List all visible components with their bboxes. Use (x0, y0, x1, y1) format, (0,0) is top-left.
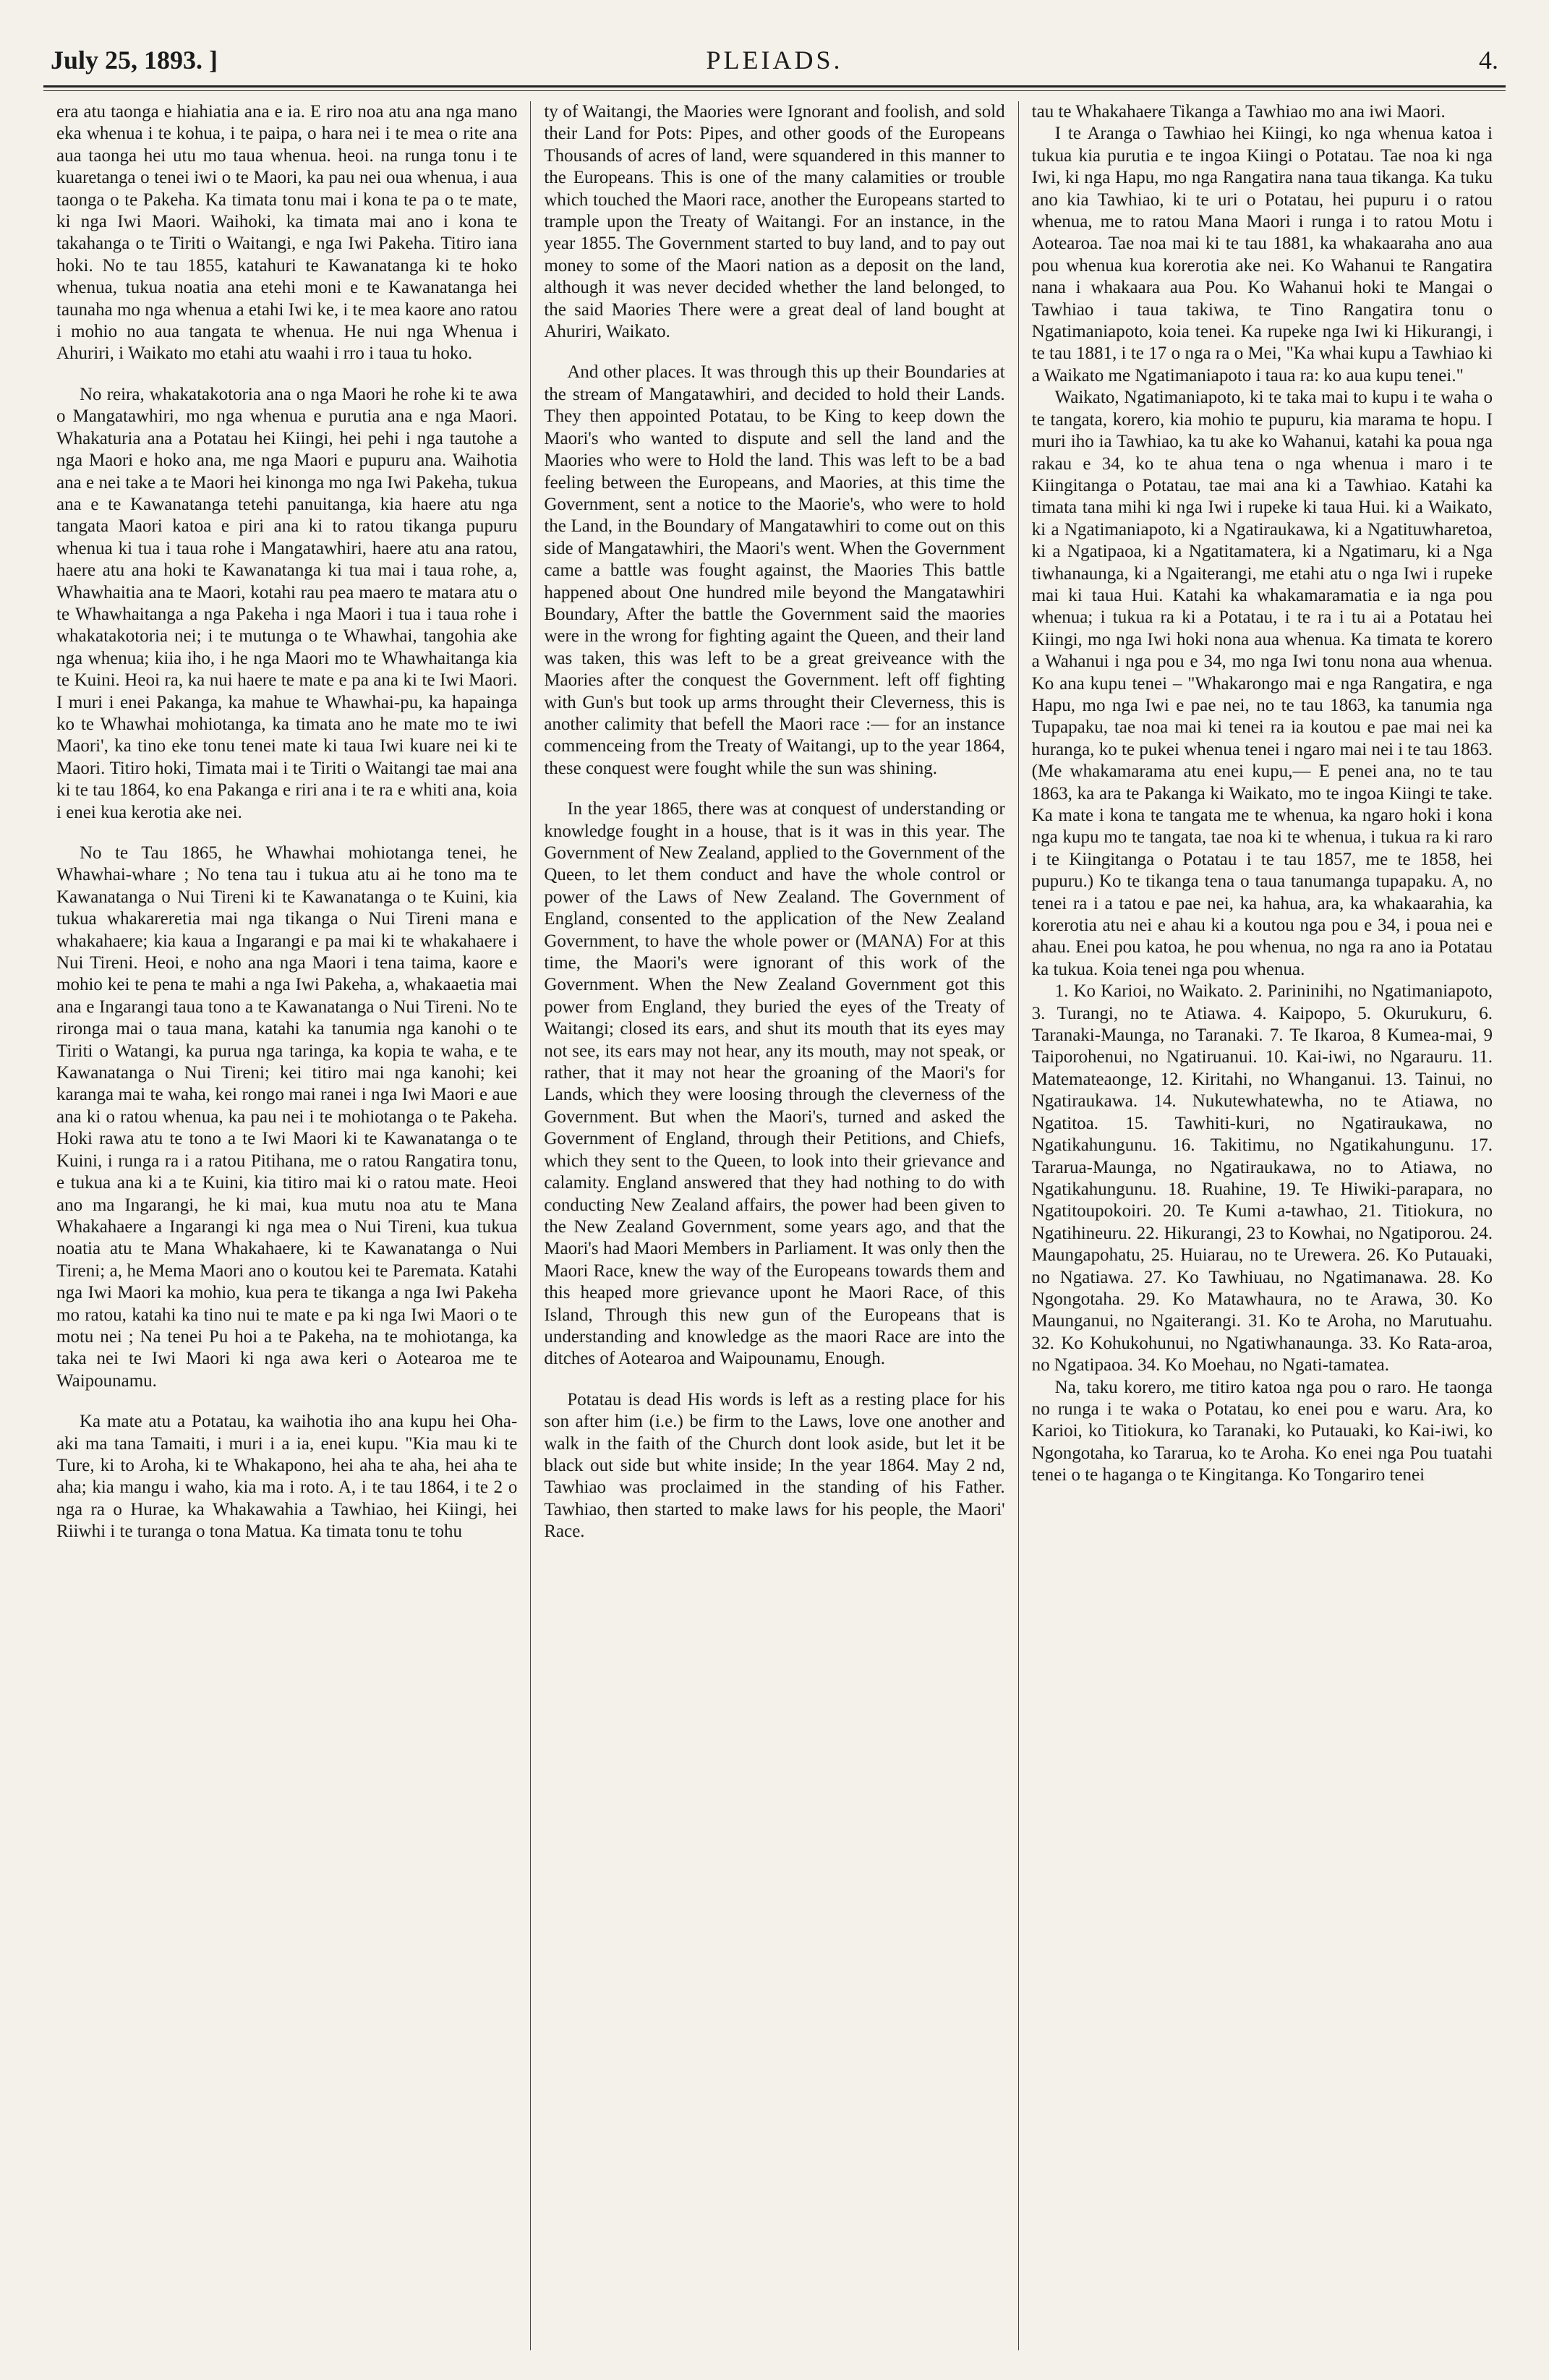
paragraph: Ka mate atu a Potatau, ka waihotia iho ana kupu hei Oha-aki ma tana Tamaiti, i muri i a ia, enei kupu. "Kia mau ki te Ture, ki to Aroha, ki te Whakapono, hei aha te aha, hei aha te aha; kia mangu i waho, kia ma i roto. A, i te tau 1864, i te 2 o nga ra o Hurae, ka Whakawahia a Tawhiao, hei Kiingi, hei Riiwhi i te turanga o tona Matua. Ka timata tonu te tohu (56, 1412, 518, 1542)
paragraph: Waikato, Ngatimaniapoto, ki te taka mai to kupu i te waha o te tangata, korero, kia mohio te pupuru, kia marama te hopu. I muri iho ia Tawhiao, ka tu ake ko Wahanui, katahi ka poua nga rakau e 34, ko te ahua tena o nga whenua i maro i te Kiingitanga o Potatau, tae mai ana ki a Tawhiao. Katahi ka timata tana mihi ki nga Iwi i rupeke ki taua Hui. ki a Waikato, ki a Ngatimaniapoto, ki a Ngatiraukawa, ki a Ngatituwharetoa, ki a Ngatipaoa, ki a Ngatitamatera, ki a Ngatimaru, ki a Nga tiwhanaunga, ki a Ngaiterangi, me etahi atu o nga Iwi i rupeke mai ki taua Hui. Katahi ka whakamaramatia e ia nga pou whenua; i tukua ra ki a Potatau, i te ra i tu ai a Potatau hei Kiingi, mo nga Iwi hoki nona aua whenua. Ka timata te korero a Wahanui i nga pou e 34, mo nga Iwi tonu nona aua whenua. Ko ana kupu tenei – "Whakarongo mai e nga Rangatira, e nga Hapu, mo nga Iwi e pae nei, no te tau 1863, ka tanumia nga Tupapaku, tae noa mai ki tenei ra ia koutou e pae mai nei ka huranga, ko te pukei whenua tenei i ngaro mai nei i te tau 1863. (Me whakamarama atu enei kupu,— E penei ana, no te tau 1863, ka ara te Pakanga ki Waikato, mo te ingoa Kiingi te take. Ka mate i kona te tangata me te whenua, ka ngaro hoki i kona nga kupu mo te tangata, tae noa ki te whenua, i tukua ra ki raro i te Kiingitanga o Potatau i te tau 1857, me te 1858, hei pupuru.) Ko te tikanga tena o taua tanumanga tupapaku. A, no tenei ra i a tatou e pae nei, ka hahua, ara, ka whakaarahia, ka korerotia atu nei e ahau ki a koutou nga pou e 34, i poua nei e ahau. Enei pou katoa, he pou whenua, no nga ra ano ia Potatau ka tukua. Koia tenei nga pou whenua. (1031, 388, 1493, 979)
column-maori-right (1018, 101, 1506, 2350)
paragraph: I te Aranga o Tawhiao hei Kiingi, ko nga whenua katoa i tukua kia purutia e te ingoa Kiingi o Potatau. Tae noa ki nga Iwi, ki nga Hapu, mo nga Rangatira nana taua tikanga. Ka tuku ano kia Tawhiao, ki te uri o Potatau, hei pupuru i o ratou whenua, me to ratou Mana Maori i runga i to ratou Motu i Aotearoa. Tae noa mai ki te tau 1881, ka whakaaraha ano aua pou whenua kua korerotia ake nei. Ko Wahanui te Rangatira nana i whakaara aua Pou. Ko Wahanui hoki te Mangai o Tawhiao i taua takiwa, te Tino Rangatira tonu o Ngatimaniapoto, koia tenei. Ka rupeke nga Iwi ki Hikurangi, i te tau 1881, i te 17 o nga ra o Mei, "Ka whai kupu a Tawhiao ki a Waikato me Ngatimaniapoto i taua ra: ko aua kupu tenei." (1031, 124, 1493, 385)
column-english (530, 101, 1017, 2350)
paragraph: In the year 1865, there was at conquest of understanding or knowledge fought in a house, that is it was in this year. The Government of New Zealand, applied to the Government of the Queen, to let them conduct and have the whole control or power of the Laws of New Zealand. The Government of England, consented to the application of the New Zealand Government, to have the whole power or (MANA) For at this time, the Maori's were ignorant of this work of the Government. When the New Zealand Government got this power from England, they buried the eyes of the Treaty of Waitangi; closed its ears, and shut its mouth that its eyes may not see, its ears may not hear, any its mouth, may not speak, or rather, that it may not hear the groaning of the Maori's for Lands, which they were loosing through the cleverness of the Government. But when the Maori's, turned and asked the Government of England, through their Petitions, and Chiefs, which they sent to the Queen, to look into their grievance and calamity. England answered that they had nothing to do with conducting New Zealand affairs, the power had been given to the New Zealand Government, some years ago, and that the Maori's had Maori Members in Parliament. It was only then the Maori Race, knew the way of the Europeans towards them and this heaped more grievance upont he Maori Race, of this Island, Through this new gun of the Europeans that is understanding and knowledge as the maori Race are into the ditches of Aotearoa and Waipounamu, Enough. (544, 799, 1005, 1369)
paragraph: And other places. It was through this up their Boundaries at the stream of Mangatawhiri, and decided to hold their Lands. They then appointed Potatau, to be King to keep down the Maori's who wanted to dispute and sell the land and the Maories who were to Hold the land. This was left to be a bad feeling between the Europeans, and Maories, at this time the Government, sent a notice to the Maorie's, who were to hold the Land, in the Boundary of Mangatawhiri to come out on this side of Mangatawhiri, the Maori's went. When the Government came a battle was fought against, the Maories This battle happened about One hundred mile beyond the Mangatawhiri Boundary, After the battle the Government said the maories were in the wrong for fighting againt the Queen, and their land was taken, this was left to be a great greiveance with the Maories after the conquest the Government. left off fighting with Gun's but took up arms throught their Cleverness, this is another calimity that befell the Maori race :— for an instance commenceing from the Treaty of Waitangi, up to the year 1864, these conquest were fought while the sun was shining. (544, 362, 1005, 778)
article-columns (43, 101, 1506, 2350)
issue-date: July 25, 1893. ] (51, 46, 218, 74)
paragraph: Potatau is dead His words is left as a resting place for his son after him (i.e.) be firm to the Laws, love one another and walk in the faith of the Church dont look aside, but let it be black out side but white inside; In the year 1864. May 2 nd, Tawhiao was proclaimed in the standing of his Father. Tawhiao, then started to make laws for his people, the Maori' Race. (544, 1389, 1005, 1542)
paragraph: No reira, whakatakotoria ana o nga Maori he rohe ki te awa o Mangatawhiri, mo nga whenua e purutia ana e nga Maori. Whakaturia ana a Potatau hei Kiingi, hei pehi i nga tautohe a nga Maori e hoko ana, me nga Maori e pupuru ana. Waihotia ana e nei take a te Maori hei kinonga mo nga Iwi Pakeha, tukua ana e te Kawanatanga tetehi panuitanga, kia haere atu nga tangata Maori katoa e piri ana ki to ratou tikanga pupuru whenua ki tua i taua rohe i Mangatawhiri, haere atu ana ratou, haere atu ana hoki te Kawanatanga ki tua mai i taua rohe, a, Whawhaitia ana te Maori, kotahi rau pea maero te matara atu o te Whawhaitanga a nga Pakeha i nga Maori i tua i taua rohe i whakatakotoria nei; i te mutunga o te Whawhai, tangohia ake nga whenua; kiia iho, i he nga Maori mo te Whawhaitanga kia te Kuini. Heoi ra, ka nui haere te mate e pa ana ki te Iwi Maori. I muri i enei Pakanga, ka mahue te Whawhai-pu, ka hapainga ko te Whawhai mohiotanga, ka timata ano he mate mo te iwi Maori', ka tino eke tonu tenei mate ki taua Iwi kuare nei ki te Maori. Titiro hoki, Timata mai i te Tiriti o Waitangi tae mai ana ki te tau 1864, ko ena Pakanga e riri ana i te ra e whiti ana, koia i enei kua kerotia ake nei. (56, 384, 518, 822)
newspaper-title: PLEIADS. (706, 46, 843, 74)
paragraph: No te Tau 1865, he Whawhai mohiotanga tenei, he Whawhai-whare ; No tena tau i tukua atu ai he tono ma te Kawanatanga o Nui Tireni ki te Kawanatanga o te Kuini, kia tukua whakareretia mai nga tikanga o Nui Tireni mana e whakahaere; kia kaua a Ingarangi e pa mai ki te whakahaere i Nui Tireni. Heoi, e noho ana nga Maori i tena taima, kaore e mohio kei te pena te mahi a nga Iwi Pakeha, a, whakaaetia mai ana e Ingarangi taua tono a te Kawanatanga o Nui Tireni. No te rironga mai o taua mana, katahi ka tanumia nga kanohi o te Tiriti o Watangi, ka purua nga taringa, ka kopia te waha, e te Kawanatanga o Nui Tireni; kei titiro mai nga kanohi; kei karanga mai te waha, kei rongo mai ranei i nga Iwi Maori e aue ana ki o ratou whenua, ka pau nei i te mohiotanga o te Pakeha. Hoki rawa atu te tono a te Iwi Maori ki te Kawanatanga o te Kuini, i runga ra i a ratou Pitihana, me o ratou Rangatira tonu, e tukua ana ki a te Kuini, kia titiro mai ki o ratou mate. Heoi ano ma Ingarangi, he ki mai, kua mutu noa atu te Mana Whakahaere a Ingarangi ki nga mea o Nui Tireni, kua tukua noatia atu te Mana Whakahaere, ki te Kawanatanga o Nui Tireni; a, he Mema Maori ano o koutou kei te Paremata. Katahi nga Iwi Maori ka mohio, kua pera te tikanga a nga Iwi Pakeha mo ratou, katahi ka tino nui te mate e pa ki nga Iwi Maori o te motu nei ; Na tenei Pu hoi a te Pakeha, na te mohiotanga, ka taka nei te Iwi Maori ki nga awa keri o Aotearoa me te Waipounamu. (56, 843, 518, 1391)
pou-list: 1. Ko Karioi, no Waikato. 2. Parininihi, no Ngatimaniapoto, 3. Turangi, no te Atiawa. 4. Kaipopo, 5. Okurukuru, 6. Taranaki-Maunga, no Taranaki. 7. Te Ikaroa, 8 Kumea-mai, 9 Taiporohenui, no Ngatiruanui. 10. Kai-iwi, no Ngarauru. 11. Matemateaonge, 12. Kiritahi, no Whanganui. 13. Tainui, no Ngatiraukawa. 14. Nukutewhatewha, no te Atiawa, no Ngatitoa. 15. Tawhiti-kuri, no Ngatiraukawa, no Ngatikahungunu. 16. Takitimu, no Ngatikahungunu. 17. Tararua-Maunga, no Ngatiraukawa, no to Atiawa, no Ngatikahungunu. 18. Ruahine, 19. Te Hiwiki-parapara, no Ngatitoupokoiri. 20. Te Kumi a-tawhao, 21. Titiokura, no Ngatihineuru. 22. Hikurangi, 23 to Kowhai, no Ngatiporou. 24. Maungapohatu, 25. Huiarau, no te Urewera. 26. Ko Putauaki, no Ngatiawa. 27. Ko Tawhiuau, no Ngatimanawa. 28. Ko Ngongotaha. 29. Ko Matawhaura, no te Arawa, 30. Ko Maunganui, no Ngaiterangi. 31. Ko te Aroha, no Marutuahu. 32. Ko Kohukohunui, no Ngatiwhanaunga. 33. Ko Rata-aroa, no Ngatipaoa. 34. Ko Moehau, no Ngati-tamatea. (1031, 981, 1493, 1375)
column-maori-left (43, 101, 530, 2350)
paragraph: tau te Whakahaere Tikanga a Tawhiao mo ana iwi Maori. (1031, 102, 1446, 121)
paragraph: Na, taku korero, me titiro katoa nga pou o raro. He taonga no runga i te waka o Potatau, ko enei pou e waru. Ara, ko Karioi, ko Titiokura, ko Taranaki, ko Putauaki, ko Kai-iwi, ko Ngongotaha, ko Tararua, ko te Aroha. Ko enei nga Pou tuatahi tenei o te haganga o te Kingitanga. Ko Tongariro tenei (1031, 1377, 1493, 1485)
masthead (43, 35, 1506, 78)
header-rule (43, 85, 1506, 91)
paragraph: ty of Waitangi, the Maories were Ignorant and foolish, and sold their Land for Pots: Pipes, and other goods of the Europeans Thousands of acres of land, were squandered in this manner to the Europeans. This is one of the many calamities or trouble which touched the Maori race, another the Europeans started to trample upon the Treaty of Waitangi. For an instance, in the year 1855. The Government started to buy land, and to pay out money to some of the Maori nation as a deposit on the land, although it was never decided whether the land belonged, to the said Maories There were a great deal of land bought at Ahuriri, Waikato. (544, 102, 1005, 342)
page-number: 4. (1479, 46, 1498, 74)
paragraph: era atu taonga e hiahiatia ana e ia. E riro noa atu ana nga mano eka whenua i te kohua, i te paipa, o hara nei i te mea o rite ana aua taonga hei utu mo taua whenua. heoi. na runga tonu i te kuaretanga o tenei iwi o te Maori, ka pau nei oua whenua, i aua taonga o te Pakeha. Ka timata tonu mai i kona te pa o te mate, ki nga Iwi Maori. Waihoki, ka timata mai ano i kona te takahanga o te Tiriti o Waitangi, e nga Iwi Pakeha. Titiro iana hoki. No te tau 1855, katahuri te Kawanatanga ki te hoko whenua, tukua noatia ana etehi moni e te Kawanatanga hei taunaha mo nga whenua a etahi Iwi ke, i te mea kaore ano ratou i mohio no aua tangata te whenua. He nui nga Whenua i Ahuriri, i Waikato mo etahi atu waahi i rro i taua tu hoko. (56, 102, 518, 364)
